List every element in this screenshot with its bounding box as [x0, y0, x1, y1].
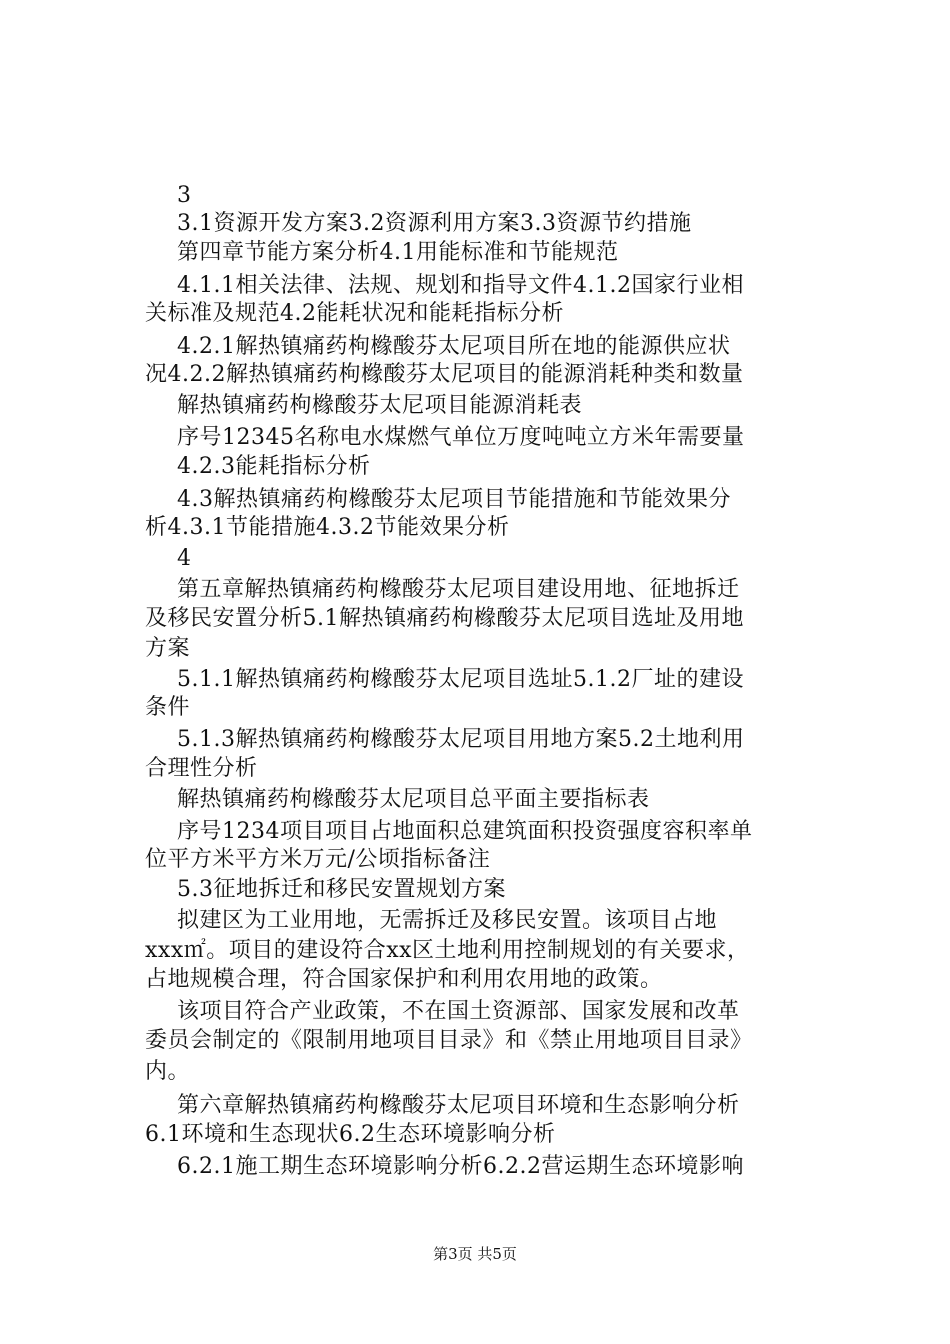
text-line-6: 4.2.1解热镇痛药枸橼酸芬太尼项目所在地的能源供应状: [177, 334, 731, 359]
text-line-18: 条件: [145, 695, 191, 720]
text-line-11: 4.3解热镇痛药枸橼酸芬太尼项目节能措施和节能效果分: [177, 487, 731, 512]
text-line-25: 拟建区为工业用地，无需拆迁及移民安置。该项目占地: [177, 908, 718, 933]
text-line-23: 位平方米平方米万元/公顷指标备注: [145, 847, 491, 872]
text-line-21: 解热镇痛药枸橼酸芬太尼项目总平面主要指标表: [177, 787, 650, 812]
text-line-14: 第五章解热镇痛药枸橼酸芬太尼项目建设用地、征地拆迁: [177, 577, 740, 602]
text-line-30: 内。: [145, 1059, 191, 1084]
text-line-27: 占地规模合理，符合国家保护和利用农用地的政策。: [145, 967, 663, 992]
text-line-7: 况4.2.2解热镇痛药枸橼酸芬太尼项目的能源消耗种类和数量: [145, 362, 744, 387]
text-line-10: 4.2.3能耗指标分析: [177, 454, 371, 479]
text-line-8: 解热镇痛药枸橼酸芬太尼项目能源消耗表: [177, 393, 583, 418]
text-line-4: 4.1.1相关法律、法规、规划和指导文件4.1.2国家行业相: [177, 273, 744, 298]
text-line-15: 及移民安置分析5.1解热镇痛药枸橼酸芬太尼项目选址及用地: [145, 606, 744, 631]
page-footer: 第3页 共5页: [433, 1245, 517, 1263]
text-line-24: 5.3征地拆迁和移民安置规划方案: [177, 877, 506, 902]
text-line-33: 6.2.1施工期生态环境影响分析6.2.2营运期生态环境影响: [177, 1154, 744, 1179]
text-line-29: 委员会制定的《限制用地项目目录》和《禁止用地项目目录》: [145, 1028, 753, 1053]
text-line-16: 方案: [145, 636, 191, 661]
text-line-26: xxx㎡。项目的建设符合xx区土地利用控制规划的有关要求，: [145, 938, 750, 963]
text-line-28: 该项目符合产业政策，不在国土资源部、国家发展和改革: [177, 999, 740, 1024]
text-line-22: 序号1234项目项目占地面积总建筑面积投资强度容积率单: [177, 819, 753, 844]
text-line-2: 3.1资源开发方案3.2资源利用方案3.3资源节约措施: [177, 211, 692, 236]
text-line-13: 4: [177, 546, 192, 571]
text-line-32: 6.1环境和生态现状6.2生态环境影响分析: [145, 1122, 556, 1147]
text-line-17: 5.1.1解热镇痛药枸橼酸芬太尼项目选址5.1.2厂址的建设: [177, 667, 744, 692]
text-line-9: 序号12345名称电水煤燃气单位万度吨吨立方米年需要量: [177, 425, 745, 450]
text-line-3: 第四章节能方案分析4.1用能标准和节能规范: [177, 240, 619, 265]
text-line-20: 合理性分析: [145, 756, 258, 781]
text-line-1: 3: [177, 183, 192, 208]
text-line-5: 关标准及规范4.2能耗状况和能耗指标分析: [145, 301, 564, 326]
text-line-31: 第六章解热镇痛药枸橼酸芬太尼项目环境和生态影响分析: [177, 1093, 740, 1118]
text-line-19: 5.1.3解热镇痛药枸橼酸芬太尼项目用地方案5.2土地利用: [177, 727, 745, 752]
text-line-12: 析4.3.1节能措施4.3.2节能效果分析: [145, 515, 510, 540]
